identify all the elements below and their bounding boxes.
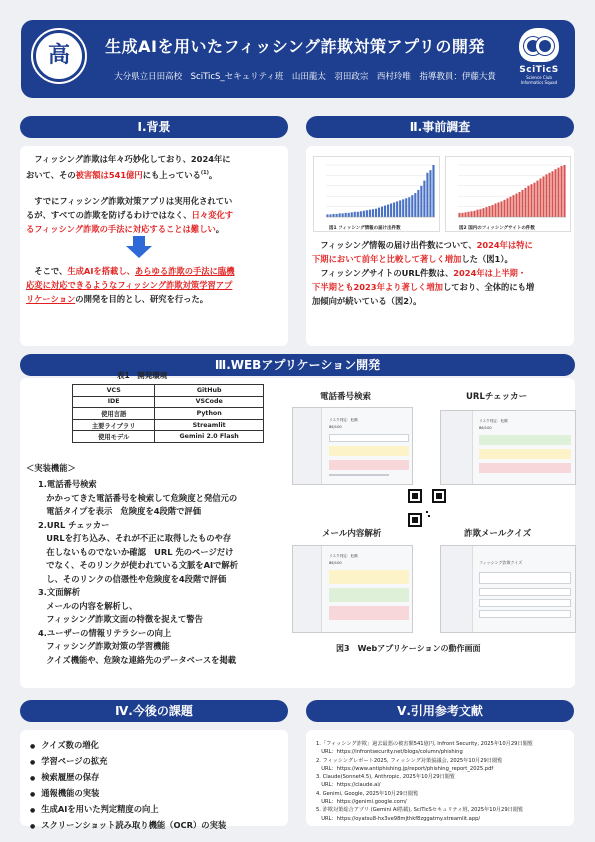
table-value-cell: Streamlit bbox=[155, 419, 264, 431]
bar bbox=[506, 198, 508, 217]
background-paragraph-2 bbox=[26, 194, 286, 236]
highlight-red: 生成AIを搭載し、 bbox=[67, 266, 135, 276]
survey-text-1 bbox=[312, 238, 574, 266]
reference-line: URL：https://www.antiphishing.jp/report/phishing_report_2025.pdf bbox=[316, 765, 494, 772]
table-value-cell: GitHub bbox=[155, 385, 264, 397]
future-item-text: スクリーンショット読み取り機能（OCR）の実装 bbox=[41, 820, 227, 830]
section-heading-refs: Ⅴ.引用参考文献 bbox=[306, 700, 574, 722]
bar bbox=[563, 165, 565, 217]
bar bbox=[503, 200, 505, 217]
text-span: の開発を目的とし、研究を行った。 bbox=[75, 294, 209, 304]
bar bbox=[348, 213, 350, 217]
feature-line: 3.文面解析 bbox=[38, 587, 81, 597]
bar bbox=[405, 198, 407, 217]
bar bbox=[458, 213, 460, 217]
bar bbox=[408, 197, 410, 217]
bar bbox=[339, 213, 341, 217]
table-caption: 表1 開発環境 bbox=[117, 371, 168, 380]
bar bbox=[396, 201, 398, 217]
bar bbox=[476, 210, 478, 217]
club-logo-sub1: Science Club bbox=[526, 75, 552, 80]
bar bbox=[464, 212, 466, 217]
features-list bbox=[38, 478, 298, 667]
bullet-icon: ● bbox=[30, 775, 42, 782]
feature-line: 2.URL チェッカー bbox=[38, 519, 110, 530]
highlight-red: 下半期とも2023年より著しく増加 bbox=[312, 282, 443, 292]
screenshot-mail-analysis bbox=[292, 545, 413, 633]
bar bbox=[357, 212, 359, 217]
bar bbox=[333, 214, 335, 217]
bar bbox=[470, 211, 472, 217]
table-row bbox=[73, 385, 264, 397]
poster-header bbox=[21, 20, 575, 98]
table-value-cell: Gemini 2.0 Flash bbox=[155, 431, 264, 443]
survey-text-2 bbox=[312, 266, 574, 308]
feature-line: URLを打ち込み、それが不正に取得したものや存 bbox=[38, 533, 232, 543]
club-logo-name: SciTicS bbox=[519, 65, 559, 75]
future-item bbox=[30, 802, 285, 818]
chart-fig1 bbox=[313, 156, 440, 232]
bar bbox=[488, 206, 490, 217]
bar bbox=[548, 173, 550, 217]
school-logo bbox=[33, 30, 85, 82]
future-item bbox=[30, 770, 285, 786]
highlight-underline: リケーション bbox=[26, 294, 76, 304]
table-key-cell: IDE bbox=[73, 396, 155, 408]
shot-risk-text: リスク判定：危険 bbox=[479, 419, 508, 423]
highlight-underline: 応変に対応できるようなフィッシング詐欺対策学習アプ bbox=[26, 280, 233, 290]
bar bbox=[354, 212, 356, 217]
figure-3-caption: 図3 Webアプリケーションの動作画面 bbox=[336, 644, 481, 653]
text-line bbox=[312, 280, 574, 294]
bar bbox=[414, 193, 416, 217]
bar bbox=[390, 203, 392, 217]
bar bbox=[387, 205, 389, 217]
bar bbox=[545, 174, 547, 217]
reference-line: URL：https://genimi.google.com/ bbox=[316, 799, 407, 806]
future-item-text: クイズ数の増化 bbox=[41, 740, 99, 750]
text-line: 加傾向が続いている（図2）。 bbox=[312, 296, 422, 306]
feature-line: 在しないものでないか確認 URL 先のページだけ bbox=[38, 546, 234, 557]
text-line bbox=[312, 238, 574, 252]
table-key-cell: 主要ライブラリ bbox=[73, 419, 155, 431]
table-row bbox=[73, 396, 264, 408]
shot-score-text: 86/100 bbox=[479, 426, 492, 430]
reference-line: URL：https://oyatsu8-hx3ve98mjthkf8zggatmy.streamlit.app/ bbox=[316, 815, 481, 822]
bar bbox=[393, 202, 395, 217]
text-line bbox=[26, 264, 286, 278]
bar bbox=[500, 201, 502, 217]
screenshot-phone-search bbox=[292, 407, 413, 485]
bar bbox=[482, 208, 484, 217]
shot-score-text: 86/100 bbox=[329, 561, 342, 565]
bar bbox=[512, 195, 514, 217]
shot-label-phone: 電話番号検索 bbox=[320, 392, 372, 402]
bar bbox=[524, 188, 526, 217]
text-line bbox=[26, 222, 286, 236]
bar bbox=[491, 205, 493, 217]
bullet-icon: ● bbox=[30, 743, 42, 750]
bar-chart-fig1 bbox=[314, 157, 439, 231]
background-paragraph-1 bbox=[26, 152, 286, 182]
text-span: フィッシングサイトのURL件数は、 bbox=[312, 268, 454, 278]
bar bbox=[351, 212, 353, 217]
feature-line: フィッシング詐欺文面の特徴を捉えて警告 bbox=[38, 614, 203, 624]
bar bbox=[336, 214, 338, 217]
bar bbox=[417, 190, 419, 217]
bar bbox=[539, 179, 541, 217]
bar bbox=[494, 203, 496, 217]
club-logo bbox=[511, 28, 567, 90]
future-item-text: 生成AIを用いた判定精度の向上 bbox=[41, 804, 159, 814]
bar bbox=[479, 209, 481, 217]
screenshot-url-checker bbox=[440, 410, 576, 485]
highlight-underline: あらゆる詐欺の手法に臨機 bbox=[134, 266, 235, 276]
reference-line: 2. フィッシングレポート2025, フィッシング対策協議会, 2025年10月29日閲覧 bbox=[316, 757, 503, 764]
bar bbox=[560, 166, 562, 217]
feature-line: し、そのリンクの信憑性や危険度を4段階で評価 bbox=[38, 573, 227, 584]
bar bbox=[363, 211, 365, 217]
reference-line: URL：https://infrontsecurity.net/blogs/column/phishing bbox=[316, 749, 463, 756]
bar bbox=[372, 209, 374, 217]
bar bbox=[521, 190, 523, 217]
text-line bbox=[312, 266, 574, 280]
highlight-red: 2024年は上半期・ bbox=[453, 268, 527, 278]
text-line bbox=[26, 292, 286, 306]
future-list bbox=[30, 738, 285, 834]
background-paragraph-3 bbox=[26, 264, 286, 306]
down-arrow-icon bbox=[126, 236, 152, 258]
bullet-icon: ● bbox=[30, 791, 42, 798]
text-span: した（図1）。 bbox=[461, 254, 513, 264]
future-item bbox=[30, 786, 285, 802]
shot-label-quiz: 詐欺メールクイズ bbox=[464, 529, 532, 539]
bar bbox=[485, 207, 487, 217]
bar bbox=[533, 183, 535, 217]
qr-code bbox=[408, 489, 446, 527]
figure-2-caption: 図2 国内のフィッシングサイトの件数 bbox=[459, 226, 535, 231]
section-heading-webapp: Ⅲ.WEBアプリケーション開発 bbox=[20, 354, 575, 376]
reference-line: 5. 詐欺対策総合アプリ (Gemini AI搭載), SciTicSセキュリティ班, 2025年10月29日閲覧 bbox=[316, 807, 524, 814]
authors: 大分県立日田高校 SciTicS_セキュリティ班 山田龍太 羽田政宗 西村玲唯 指導教員：伊藤大貴 bbox=[114, 72, 496, 82]
bar bbox=[461, 213, 463, 217]
table-key-cell: 使用言語 bbox=[73, 408, 155, 420]
feature-line: 電話タイプを表示 危険度を4段階で評価 bbox=[38, 506, 202, 516]
bar bbox=[467, 212, 469, 217]
bullet-icon: ● bbox=[30, 807, 42, 814]
future-item-text: 学習ページの拡充 bbox=[41, 756, 108, 766]
section-heading-future: Ⅳ.今後の課題 bbox=[20, 700, 288, 722]
bar bbox=[551, 171, 553, 217]
text-span: るが、すべての詐欺を防げるわけではなく、 bbox=[26, 210, 192, 220]
bar bbox=[420, 186, 422, 217]
reference-line: 1.「フィッシング詐欺」過去最悪の被害額541億円, Infront Security, 2025年10月29日閲覧 bbox=[316, 741, 533, 747]
highlight-red: 下期において前年と比較して著しく増加 bbox=[312, 254, 462, 264]
club-logo-sub2: Informatics Squad bbox=[520, 80, 558, 85]
feature-line: 1.電話番号検索 bbox=[38, 479, 97, 489]
bar bbox=[536, 181, 538, 217]
bar bbox=[527, 186, 529, 217]
shot-risk-text: リスク判定：危険 bbox=[329, 554, 358, 558]
feature-line: フィッシング詐欺対策の学習機能 bbox=[38, 641, 170, 651]
citation-sup: (1) bbox=[200, 170, 209, 176]
bar bbox=[381, 207, 383, 217]
bar bbox=[429, 170, 431, 217]
feature-line: かかってきた電話番号を検索して危険度と発信元の bbox=[38, 492, 238, 503]
bar-chart-fig2 bbox=[446, 157, 570, 231]
text-span: フィッシング情報の届け出件数について、 bbox=[312, 240, 477, 250]
bar bbox=[554, 169, 556, 217]
bar bbox=[542, 176, 544, 217]
feature-line: メールの内容を解析し、 bbox=[38, 600, 138, 611]
bar bbox=[557, 168, 559, 217]
future-item-text: 検索履歴の保存 bbox=[41, 772, 100, 782]
bar bbox=[432, 165, 434, 217]
highlight-red: るフィッシング詐欺の手法に対応することは難しい bbox=[26, 224, 216, 234]
section-heading-survey: Ⅱ.事前調査 bbox=[306, 116, 574, 138]
table-row bbox=[73, 419, 264, 431]
bar bbox=[378, 208, 380, 217]
bar bbox=[473, 211, 475, 217]
future-item bbox=[30, 818, 285, 834]
bar bbox=[329, 214, 331, 217]
bar bbox=[375, 209, 377, 217]
reference-line: URL：https://claude.ai/ bbox=[316, 782, 381, 789]
feature-line: でなく、そのリンクが使われている文脈をAIで解析 bbox=[38, 560, 239, 570]
highlight-red: 被害額は541億円 bbox=[75, 169, 143, 180]
school-logo-char: 高 bbox=[47, 43, 70, 68]
features-title: ＜実装機能＞ bbox=[26, 463, 76, 473]
bar bbox=[345, 213, 347, 217]
bullet-icon: ● bbox=[30, 759, 42, 766]
future-item bbox=[30, 754, 285, 770]
table-value-cell: VSCode bbox=[155, 396, 264, 408]
highlight-red: 日々変化す bbox=[191, 210, 234, 220]
shot-quiz-title: フィッシング詐欺クイズ bbox=[479, 560, 523, 565]
shot-label-url: URLチェッカー bbox=[466, 392, 528, 402]
dev-env-table bbox=[72, 384, 264, 443]
text-span: しており、全体的にも増 bbox=[442, 282, 535, 292]
section-heading-background: Ⅰ.背景 bbox=[20, 116, 288, 138]
shot-score-text: 86/100 bbox=[329, 425, 342, 429]
poster-title: 生成AIを用いたフィッシング詐欺対策アプリの開発 bbox=[105, 37, 485, 56]
bar bbox=[518, 192, 520, 217]
future-item bbox=[30, 738, 285, 754]
text-line: すでにフィッシング詐欺対策アプリは実用化されてい bbox=[26, 196, 233, 206]
text-span: そこで、 bbox=[26, 266, 68, 276]
bar bbox=[342, 213, 344, 217]
text-line bbox=[26, 166, 286, 182]
text-line: フィッシング詐欺は年々巧妙化しており、2024年に bbox=[26, 154, 231, 164]
future-item-text: 通報機能の実装 bbox=[41, 788, 100, 798]
text-line bbox=[312, 252, 574, 266]
table-key-cell: 使用モデル bbox=[73, 431, 155, 443]
text-span: にも上っている bbox=[142, 169, 201, 180]
screenshot-quiz bbox=[440, 545, 576, 633]
bar bbox=[366, 210, 368, 217]
table-row bbox=[73, 408, 264, 420]
text-span: 。 bbox=[215, 224, 225, 234]
bar bbox=[369, 210, 371, 217]
chart-fig2 bbox=[445, 156, 571, 232]
table-value-cell: Python bbox=[155, 408, 264, 420]
text-line bbox=[26, 208, 286, 222]
owl-icon bbox=[519, 28, 559, 62]
bar bbox=[360, 211, 362, 217]
shot-risk-text: リスク判定：危険 bbox=[329, 418, 358, 422]
highlight-red: 2024年は特に bbox=[476, 240, 533, 250]
bar bbox=[423, 181, 425, 217]
bar bbox=[515, 194, 517, 217]
reference-line: 4. Genimi, Google, 2025年10月29日閲覧 bbox=[316, 790, 419, 797]
bar bbox=[411, 195, 413, 217]
table-row bbox=[73, 431, 264, 443]
figure-1-caption: 図1 フィッシング情報の届け出件数 bbox=[329, 226, 401, 231]
feature-line: 4.ユーザーの情報リテラシーの向上 bbox=[38, 627, 172, 638]
feature-line: クイズ機能や、危険な連絡先のデータベースを掲載 bbox=[38, 654, 237, 665]
bar bbox=[530, 184, 532, 217]
bar bbox=[326, 214, 328, 217]
bar bbox=[384, 206, 386, 217]
bar bbox=[497, 202, 499, 217]
bar bbox=[509, 197, 511, 217]
bar bbox=[402, 199, 404, 217]
text-line bbox=[26, 278, 286, 292]
shot-label-mail: メール内容解析 bbox=[322, 529, 382, 539]
text-span: おいて、その bbox=[26, 169, 76, 180]
table-key-cell: VCS bbox=[73, 385, 155, 397]
bullet-icon: ● bbox=[30, 823, 42, 830]
bar bbox=[426, 173, 428, 217]
reference-line: 3. Claude(Sonnet4.5), Anthropic, 2025年10月29日閲覧 bbox=[316, 774, 456, 781]
bar bbox=[399, 200, 401, 217]
text-span: 。 bbox=[208, 169, 218, 180]
references-list bbox=[316, 740, 572, 823]
